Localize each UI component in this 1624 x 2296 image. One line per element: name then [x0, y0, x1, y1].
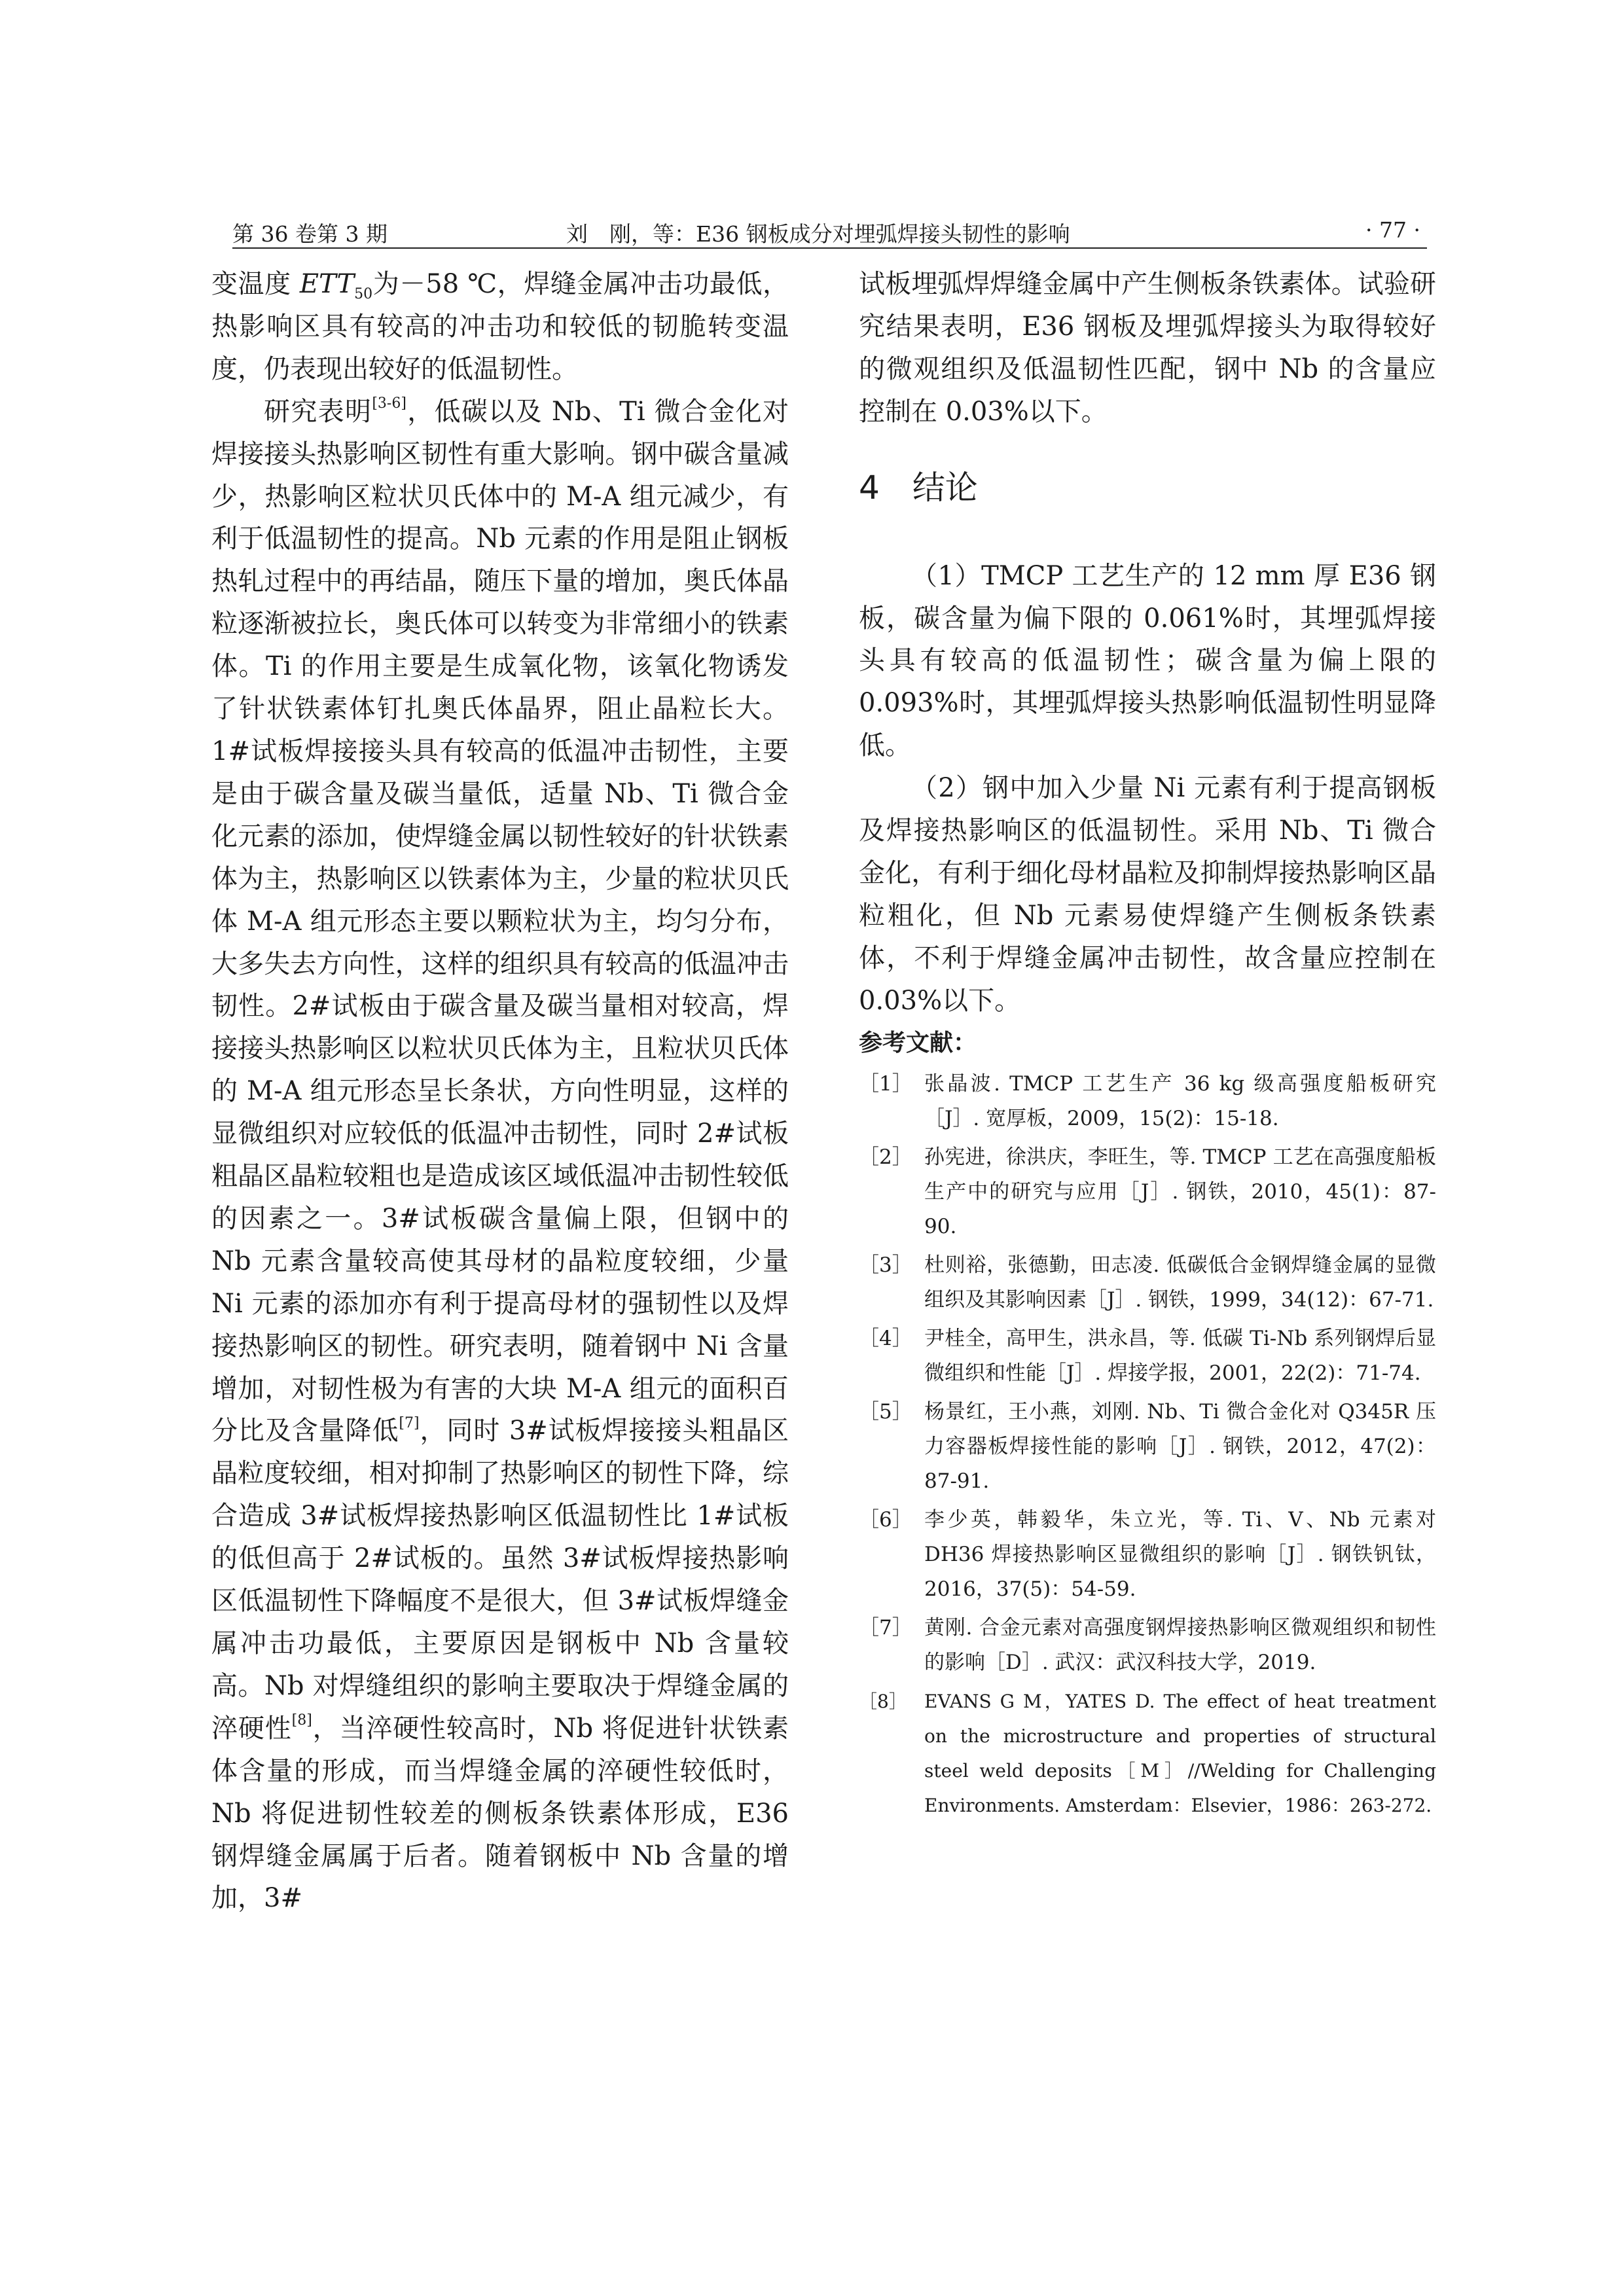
- reference-text: 孙宪进，徐洪庆，李旺生，等. TMCP 工艺在高强度船板生产中的研究与应用［J］. 钢铁，2010，45(1)：87-90.: [924, 1145, 1436, 1238]
- section-title: 结论: [912, 468, 978, 507]
- reference-number: ［3］: [859, 1253, 912, 1277]
- symbol-ett: ETT: [299, 269, 355, 299]
- reference-item: [859, 1248, 1436, 1318]
- reference-item: [859, 1067, 1436, 1136]
- text-run: ，当淬硬性较高时，Nb 将促进针状铁素体含量的形成，而当焊缝金属的淬硬性较低时，Nb 将促进韧性较差的侧板条铁素体形成，E36 钢焊缝金属属于后者。随着钢板中 Nb 含量的增加，3#: [211, 1713, 789, 1914]
- page-number: · 77 ·: [1365, 217, 1420, 243]
- reference-item: [859, 1684, 1436, 1823]
- text-run: ，同时 3#试板焊接接头粗晶区晶粒度较细，相对抑制了热影响区的韧性下降，综合造成 3#试板焊接热影响区低温韧性比 1#试板的低但高于 2#试板的。虽然 3#试板焊接热影响区低温韧性下降幅度不是很大，但 3#试板焊缝金属冲击功最低，主要原因是钢板中 Nb 含量较高。Nb 对焊缝组织的影响主要取决于焊缝金属的淬硬性: [211, 1416, 789, 1744]
- reference-number: ［6］: [859, 1507, 912, 1532]
- paragraph: 试板埋弧焊焊缝金属中产生侧板条铁素体。试验研究结果表明，E36 钢板及埋弧焊接头为取得较好的微观组织及低温韧性匹配，钢中 Nb 的含量应控制在 0.03%以下。: [859, 269, 1436, 427]
- reference-item: [859, 1611, 1436, 1680]
- references-heading: 参考文献：: [859, 1029, 977, 1056]
- text-run: 变温度: [211, 269, 300, 299]
- section-heading: [859, 468, 1436, 507]
- text-run: 研究表明: [264, 396, 372, 427]
- conclusion-2: （2）钢中加入少量 Ni 元素有利于提高钢板及焊接热影响区的低温韧性。采用 Nb、Ti 微合金化，有利于细化母材晶粒及抑制焊接热影响区晶粒粗化，但 Nb 元素易使焊缝产生侧板条铁素体，不利于焊缝金属冲击韧性，故含量应控制在 0.03%以下。: [859, 773, 1436, 1016]
- text-run: 为－58 ℃，焊缝金属冲击功最低，热影响区具有较高的冲击功和较低的韧脆转变温度，仍表现出较好的低温韧性。: [211, 269, 789, 384]
- reference-number: ［1］: [859, 1071, 912, 1096]
- reference-number: ［2］: [859, 1145, 912, 1169]
- subscript: 50: [354, 286, 373, 302]
- paragraph: [211, 391, 789, 1920]
- citation[interactable]: [3-6]: [372, 395, 406, 412]
- reference-text: 杨景红，王小燕，刘刚. Nb、Ti 微合金化对 Q345R 压力容器板焊接性能的影响［J］. 钢铁，2012，47(2)：87-91.: [924, 1399, 1436, 1493]
- reference-list: [859, 1067, 1436, 1823]
- citation[interactable]: [8]: [291, 1712, 312, 1729]
- running-title: 刘 刚，等：E36 钢板成分对埋弧焊接头韧性的影响: [566, 221, 1070, 247]
- reference-text: 尹桂全，高甲生，洪永昌，等. 低碳 Ti-Nb 系列钢焊后显微组织和性能［J］. 焊接学报，2001，22(2)：71-74.: [924, 1326, 1436, 1385]
- right-column: [859, 263, 1436, 1827]
- reference-item: [859, 1503, 1436, 1607]
- reference-text: EVANS G M，YATES D. The effect of heat treatment on the microstructure and properties of structural steel weld deposits［M］//Welding for Challenging Environments. Amsterdam：Elsevier，1986：263-272.: [924, 1690, 1436, 1816]
- reference-item: [859, 1140, 1436, 1244]
- reference-item: [859, 1395, 1436, 1499]
- conclusion-1: （1）TMCP 工艺生产的 12 mm 厚 E36 钢板，碳含量为偏下限的 0.061%时，其埋弧焊接头具有较高的低温韧性；碳含量为偏上限的 0.093%时，其埋弧焊接头热影响低温韧性明显降低。: [859, 560, 1436, 761]
- reference-number: ［5］: [859, 1399, 912, 1424]
- reference-text: 张晶波. TMCP 工艺生产 36 kg 级高强度船板研究［J］. 宽厚板，2009，15(2)：15-18.: [924, 1071, 1436, 1130]
- journal-issue: 第 36 卷第 3 期: [232, 221, 388, 247]
- reference-text: 李少英，韩毅华，朱立光，等. Ti、V、Nb 元素对 DH36 焊接热影响区显微组织的影响［J］. 钢铁钒钛，2016，37(5)：54-59.: [924, 1507, 1436, 1601]
- citation[interactable]: [7]: [399, 1415, 420, 1432]
- section-number: 4: [859, 468, 880, 507]
- reference-number: ［7］: [859, 1615, 912, 1640]
- reference-text: 黄刚. 合金元素对高强度钢焊接热影响区微观组织和韧性的影响［D］. 武汉：武汉科技大学，2019.: [924, 1615, 1436, 1674]
- text-run: ，低碳以及 Nb、Ti 微合金化对焊接接头热影响区韧性有重大影响。钢中碳含量减少，热影响区粒状贝氏体中的 M-A 组元减少，有利于低温韧性的提高。Nb 元素的作用是阻止钢板热轧过程中的再结晶，随压下量的增加，奥氏体晶粒逐渐被拉长，奥氏体可以转变为非常细小的铁素体。Ti 的作用主要是生成氧化物，该氧化物诱发了针状铁素体钉扎奥氏体晶界，阻止晶粒长大。1#试板焊接接头具有较高的低温冲击韧性，主要是由于碳含量及碳当量低，适量 Nb、Ti 微合金化元素的添加，使焊缝金属以韧性较好的针状铁素体为主，热影响区以铁素体为主，少量的粒状贝氏体 M-A 组元形态主要以颗粒状为主，均匀分布，大多失去方向性，这样的组织具有较高的低温冲击韧性。2#试板由于碳含量及碳当量相对较高，焊接接头热影响区以粒状贝氏体为主，且粒状贝氏体的 M-A 组元形态呈长条状，方向性明显，这样的显微组织对应较低的低温冲击韧性，同时 2#试板粗晶区晶粒较粗也是造成该区域低温冲击韧性较低的因素之一。3#试板碳含量偏上限，但钢中的 Nb 元素含量较高使其母材的晶粒度较细，少量 Ni 元素的添加亦有利于提高母材的强韧性以及焊接热影响区的韧性。研究表明，随着钢中 Ni 含量增加，对韧性极为有害的大块 M-A 组元的面积百分比及含量降低: [211, 396, 789, 1446]
- running-header: [232, 208, 1427, 249]
- reference-item: [859, 1321, 1436, 1391]
- reference-number: ［4］: [859, 1326, 912, 1350]
- reference-number: ［8］: [859, 1690, 907, 1712]
- reference-text: 杜则裕，张德勤，田志凌. 低碳低合金钢焊缝金属的显微组织及其影响因素［J］. 钢铁，1999，34(12)：67-71.: [924, 1253, 1436, 1312]
- left-column: [211, 263, 789, 1920]
- paragraph: [211, 263, 789, 391]
